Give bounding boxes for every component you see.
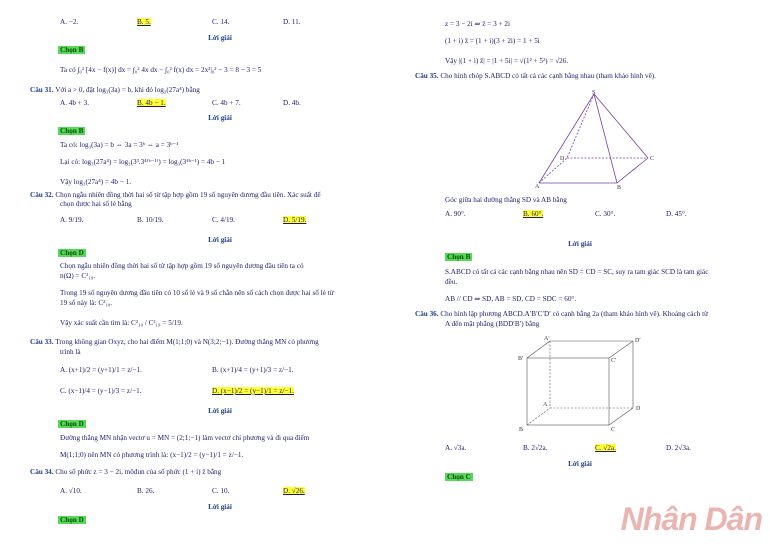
- q31-work-1: Ta có: log₃(3a) = b ⇔ 3a = 3ᵇ ⇔ a = 3ᵇ⁻¹: [60, 141, 179, 149]
- q32-work-3: Trong 19 số nguyên dương đầu tiên có 10 số lẻ và 9 số chẵn nên số cách chọn được hai số lẻ từ: [60, 289, 334, 297]
- q34-text: Cho số phức z = 3 − 2i, môđun của số phức (1 + i) z̄ bằng: [55, 468, 222, 476]
- q34-answer: Chọn D: [60, 516, 84, 524]
- q30-answer: Chọn B: [60, 46, 84, 54]
- q33-solution-heading: Lời giải: [208, 407, 232, 415]
- q34-work-3: Vậy |(1 + i) z̄| = |1 + 5i| = √(1² + 5²) = √26.: [445, 57, 569, 65]
- q34-option-d: D. √26.: [283, 487, 305, 495]
- q33-question: [30, 338, 319, 346]
- q31-work-3: Vậy log₃(27a⁴) = 4b − 1.: [60, 178, 132, 186]
- q36-option-a: A. √3a.: [445, 444, 467, 452]
- q33-option-d: D. (x−1)/2 = (y−1)/1 = z/−1.: [212, 387, 294, 395]
- cube-label-b: B: [519, 427, 524, 433]
- pyramid-label-a: A: [535, 184, 540, 190]
- q35-option-d: D. 45°.: [666, 210, 687, 218]
- q36-answer: Chọn C: [447, 473, 471, 481]
- pyramid-label-d: D: [560, 156, 565, 162]
- q33-option-c: C. (x−1)/4 = (y−1)/3 = z/−1.: [60, 387, 142, 395]
- cube-label-a-prime: A′: [544, 336, 550, 342]
- q34-label: Câu 34.: [30, 468, 54, 476]
- q35-option-a: A. 90°.: [445, 210, 466, 218]
- q32-option-b: B. 10/19.: [137, 216, 164, 224]
- q36-option-d: D. 2√3a.: [666, 444, 691, 452]
- cube-label-b-prime: B′: [518, 356, 524, 362]
- q31-label: Câu 31.: [30, 86, 54, 94]
- q31-option-a: A. 4b + 3.: [60, 99, 90, 107]
- q35-question: [415, 72, 656, 80]
- q34-work-1: z = 3 − 2i ⇒ z̄ = 3 + 2i: [445, 20, 510, 28]
- q36-option-c: C. √2a.: [595, 444, 616, 452]
- cube-label-a: A: [543, 402, 548, 408]
- q30-option-b: B. 5.: [137, 18, 151, 26]
- q36-text-1: Cho hình lập phương ABCD.A′B′C′D′ có cạnh bằng 2a (tham khảo hình vẽ). Khoảng cách từ: [440, 310, 708, 318]
- q35-ask: Góc giữa hai đường thẳng SD và AB bằng: [445, 196, 567, 204]
- q32-work-2: n(Ω) = C²₁₉.: [60, 272, 96, 280]
- q30-option-d: D. 11.: [283, 18, 301, 26]
- q33-label: Câu 33.: [30, 338, 54, 346]
- q32-solution-heading: Lời giải: [208, 236, 232, 244]
- q36-label: Câu 36.: [415, 310, 439, 318]
- q30-option-a: A. −2.: [60, 18, 79, 26]
- q35-answer: Chọn B: [447, 253, 471, 261]
- q36-question: [415, 310, 708, 318]
- q33-work-2: M(1;1;0) nên MN có phương trình là: (x−1)/2 = (y−1)/1 = z/−1.: [60, 451, 244, 459]
- q33-work-1: Đường thẳng MN nhận vectơ u = MN = (2;1;−1) làm vectơ chỉ phương và đi qua điểm: [60, 434, 310, 442]
- q31-solution-heading: Lời giải: [208, 114, 232, 122]
- q34-solution-heading: Lời giải: [208, 503, 232, 511]
- pyramid-label-s: S: [592, 90, 596, 96]
- q33-option-b: B. (x+1)/4 = (y+1)/3 = z/−1.: [212, 366, 294, 374]
- q34-question: [30, 468, 221, 476]
- cube-label-d-prime: D′: [635, 338, 641, 344]
- q31-work-2: Lại có: log₃(27a⁴) = log₃(3³.3⁴⁽ᵇ⁻¹⁾) = log₃(3⁴ᵇ⁻¹) = 4b − 1: [60, 158, 226, 166]
- q33-text-1: Trong không gian Oxyz, cho hai điểm M(1;1;0) và N(3;2;−1). Đường thẳng MN có phương: [55, 338, 319, 346]
- q32-question: [30, 191, 321, 199]
- q32-option-a: A. 9/19.: [60, 216, 84, 224]
- pyramid-label-b: B: [617, 185, 622, 190]
- q34-option-c: C. 10.: [212, 487, 230, 495]
- q31-option-d: D. 4b.: [283, 99, 301, 107]
- q34-option-b: B. 26.: [137, 487, 155, 495]
- q35-work-2: đều.: [445, 278, 458, 286]
- q35-option-c: C. 30°.: [595, 210, 616, 218]
- q30-work: Ta có ∫₀² [4x − f(x)] dx = ∫₀² 4x dx − ∫₀² f(x) dx = 2x²|₀² − 3 = 8 − 3 = 5: [60, 66, 262, 74]
- q32-work-1: Chọn ngẫu nhiên đồng thời hai số từ tập hợp gồm 19 số nguyên dương đầu tiên ta có: [60, 262, 304, 270]
- watermark-logo: Nhân Dân: [620, 501, 762, 538]
- q31-option-b: B. 4b − 1.: [137, 99, 166, 107]
- q31-text: Với a > 0, đặt log₃(3a) = b, khi đó log₃(27a⁴) bằng: [55, 86, 200, 94]
- pyramid-figure: [535, 88, 665, 190]
- pyramid-label-c: C: [650, 156, 655, 162]
- q30-solution-heading: Lời giải: [208, 34, 232, 42]
- q36-text-2: A đến mặt phẳng (BDD′B′) bằng: [445, 320, 540, 328]
- q32-text-1: Chọn ngẫu nhiên đồng thời hai số từ tập hợp gồm 19 số nguyên dương đầu tiên. Xác suất để: [55, 191, 321, 199]
- q34-option-a: A. √10.: [60, 487, 82, 495]
- q32-answer: Chọn D: [60, 249, 84, 257]
- q32-work-4: 19 số này là: C²₁₀.: [60, 299, 113, 307]
- q32-text-2: chọn được hai số lẻ bằng: [60, 200, 132, 208]
- q33-text-2: trình là: [60, 348, 81, 356]
- q30-option-c: C. 14.: [212, 18, 230, 26]
- cube-label-c: C: [611, 427, 616, 433]
- q34-work-2: (1 + i) z̄ = (1 + i)(3 + 2i) = 1 + 5i: [445, 37, 540, 45]
- right-column: [410, 0, 710, 544]
- cube-label-c-prime: C′: [611, 358, 617, 364]
- cube-label-d: D: [636, 406, 641, 412]
- q35-work-1: S.ABCD có tất cả các cạnh bằng nhau nên SD = CD = SC, suy ra tam giác SCD là tam giác: [445, 268, 709, 276]
- q32-label: Câu 32.: [30, 191, 54, 199]
- q35-work-3: AB // CD ⇒ SD, AB = SD, CD = SDC = 60°.: [445, 295, 577, 303]
- q31-answer: Chọn B: [60, 127, 84, 135]
- q36-option-b: B. 2√2a.: [523, 444, 548, 452]
- q35-text: Cho hình chóp S.ABCD có tất cả các cạnh bằng nhau (tham khảo hình vẽ).: [440, 72, 656, 80]
- q35-option-b: B. 60°.: [523, 210, 544, 218]
- q33-option-a: A. (x+1)/2 = (y+1)/1 = z/−1.: [60, 366, 142, 374]
- q33-answer: Chọn D: [60, 420, 84, 428]
- cube-figure: [515, 333, 650, 433]
- q32-option-d: D. 5/19.: [283, 216, 307, 224]
- q32-option-c: C. 4/19.: [212, 216, 235, 224]
- q32-work-5: Vậy xác suất cần tìm là: C²₁₀ / C²₁₉ = 5/19.: [60, 319, 183, 327]
- left-column: [30, 0, 385, 544]
- q36-solution-heading: Lời giải: [568, 460, 592, 468]
- q31-question: [30, 86, 200, 94]
- q35-label: Câu 35.: [415, 72, 439, 80]
- q31-option-c: C. 4b + 7.: [212, 99, 241, 107]
- q35-solution-heading: Lời giải: [568, 240, 592, 248]
